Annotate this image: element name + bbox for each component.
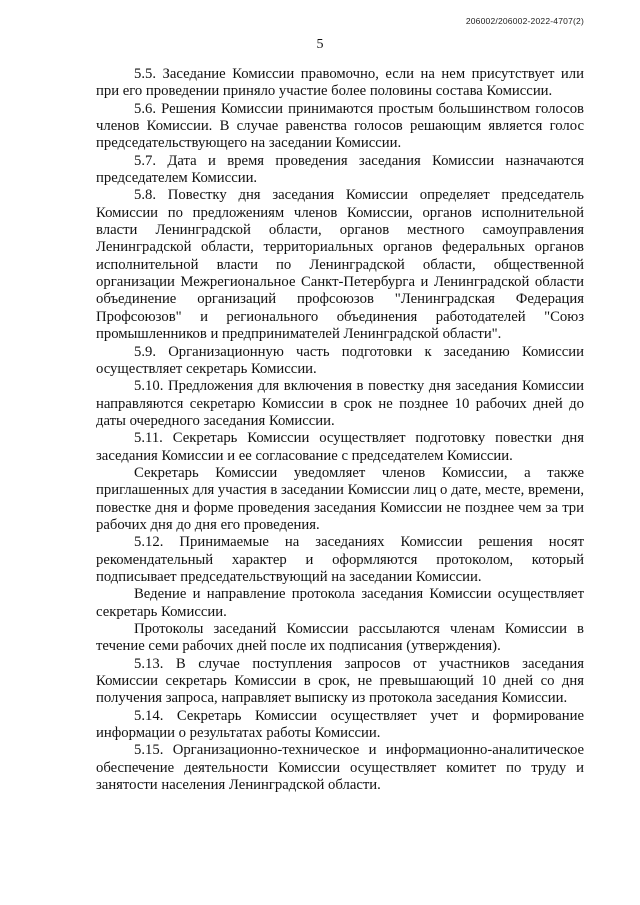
paragraph-5-13: 5.13. В случае поступления запросов от участников заседания Комиссии секретарь Комиссии в срок, не превышающий 10 дней со дня получения запроса, направляет выписку из протокола заседания Комиссии. (96, 655, 584, 707)
paragraph-5-5: 5.5. Заседание Комиссии правомочно, если на нем присутствует или при его проведении приняло участие более половины состава Комиссии. (96, 66, 584, 100)
document-code: 206002/206002-2022-4707(2) (465, 16, 584, 26)
paragraph-5-12: 5.12. Принимаемые на заседаниях Комиссии решения носят рекомендательный характер и оформляются протоколом, который подписывает председательствующий на заседании Комиссии. (96, 534, 584, 585)
paragraph-5-6: 5.6. Решения Комиссии принимаются простым большинством голосов членов Комиссии. В случае равенства голосов решающим является голос председательствующего на заседании Комиссии. (96, 100, 584, 152)
paragraph-5-10: 5.10. Предложения для включения в повестку дня заседания Комиссии направляются секретарю Комиссии в срок не позднее 10 рабочих дней до даты очередного заседания Комиссии. (96, 378, 584, 429)
paragraph-5-14: 5.14. Секретарь Комиссии осуществляет учет и формирование информации о результатах работы Комиссии. (96, 707, 584, 742)
paragraph-secretary-notification: Секретарь Комиссии уведомляет членов Комиссии, а также приглашенных для участия в заседании Комиссии лиц о дате, месте, времени, повестке дня и форме проведения заседания Комиссии не позднее чем за три рабочих дня до дня его проведения. (96, 464, 584, 533)
paragraph-5-8: 5.8. Повестку дня заседания Комиссии определяет председатель Комиссии по предложениям членов Комиссии, органов исполнительной власти Ленинградской области, органов местного самоуправления Ленинградской области, территориальных органов федеральных органов исполнительной власти по Ленинградской области, общественной организации Межрегиональное Санкт-Петербурга и Ленинградской области объединение организаций профсоюзов "Ленинградская Федерация Профсоюзов" и регионального объединения работодателей "Союз промышленников и предпринимателей Ленинградской области". (96, 187, 584, 343)
paragraph-5-15: 5.15. Организационно-техническое и информационно-аналитическое обеспечение деятельности Комиссии осуществляет комитет по труду и занятости населения Ленинградской области. (96, 742, 584, 794)
paragraph-5-9: 5.9. Организационную часть подготовки к заседанию Комиссии осуществляет секретарь Комиссии. (96, 343, 584, 377)
paragraph-protocol-maintenance: Ведение и направление протокола заседания Комиссии осуществляет секретарь Комиссии. (96, 586, 584, 620)
document-body (96, 66, 584, 794)
paragraph-protocol-distribution: Протоколы заседаний Комиссии рассылаются членам Комиссии в течение семи рабочих дней после их подписания (утверждения). (96, 621, 584, 655)
page-number: 5 (316, 37, 324, 52)
paragraph-5-7: 5.7. Дата и время проведения заседания Комиссии назначаются председателем Комиссии. (96, 152, 584, 187)
paragraph-5-11: 5.11. Секретарь Комиссии осуществляет подготовку повестки дня заседания Комиссии и ее согласование с председателем Комиссии. (96, 430, 584, 464)
